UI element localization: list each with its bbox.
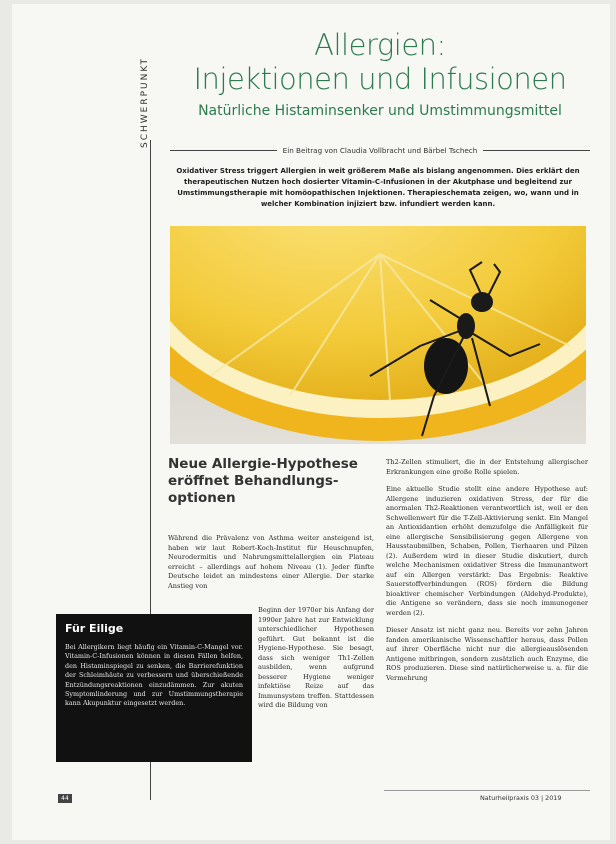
col2-paragraph-1: Th2-Zellen stimuliert, die in der Entstehung allergischer Erkrankungen eine große Rolle spielen. xyxy=(386,458,588,476)
photo-illustration xyxy=(170,226,586,444)
byline-rule-left xyxy=(170,150,277,151)
footer-publication: Naturheilpraxis 03 | 2019 xyxy=(480,794,562,802)
subtitle: Natürliche Histaminsenker und Umstimmungsmittel xyxy=(198,103,562,119)
col2-paragraph-2: Eine aktuelle Studie stellt eine andere Hypothese auf: Allergene induzieren oxidativen Stress, der für die anormalen Th2-Reaktionen verantwortlich ist, weil er den Schwellenwert für die T-Zell-Aktivierung senkt. Ein Mangel an Antioxidantien erhöht demzufolge die Anfälligkeit für eine allergische Sensibilisierung gegen Allergene von Hausstaubmilben, Schaben, Pollen, Tierhaaren und Pilzen (2). Außerdem wird in dieser Studie diskutiert, durch welche Mechanismen oxidativer Stress die Immunantwort auf ein Allergen verstärkt: Das Ergebnis: Reaktive Sauerstoffverbindungen (ROS) fördern die Bildung bioaktiver chemischer Verbindungen (Aldehyd-Produkte), die Antigene so verändern, dass sie noch immunogener werden (2). xyxy=(386,485,588,617)
lead-paragraph: Oxidativer Stress triggert Allergien in weit größerem Maße als bislang angenommen. Dies erklärt den therapeutischen Nutzen hoch dosierter Vitamin-C-Infusionen in der Akutphase und begleitend zur Umstimmungstherapie mit homöopathischen Injektionen. Therapieschemata zeigen, wo, wann und in welcher Kombination injiziert bzw. infundiert werden kann. xyxy=(176,167,580,208)
lemon-ant-photo xyxy=(170,226,586,444)
byline xyxy=(170,143,590,157)
body-column-1-bottom: Beginn der 1970er bis Anfang der 1990er Jahre hat zur Entwicklung unterschiedlicher Hypothesen geführt. Gut bekannt ist die Hygiene-Hypothese. Sie besagt, dass sich weniger Th1-Zellen ausbilden, wenn aufgrund besserer Hygiene weniger infektiöse Reize auf das Immunsystem treffen. Stattdessen wird die Bildung von xyxy=(258,606,374,709)
summary-box xyxy=(56,614,252,762)
byline-text: Ein Beitrag von Claudia Vollbracht und Bärbel Tschech xyxy=(282,145,478,155)
page-number: 44 xyxy=(58,794,72,803)
footer-rule xyxy=(384,790,590,791)
section-heading: Neue Allergie-Hypothese eröffnet Behandlungs-optionen xyxy=(168,456,358,506)
summary-box-text: Bei Allergikern liegt häufig ein Vitamin-C-Mangel vor. Vitamin-C-Infusionen können in diesen Fällen helfen, den Histaminspiegel zu senken, die Barrierefunktion der Schleimhäute zu verbessern und überschießende Entzündungsreaktionen einzudämmen. Zur akuten Symptomlinderung und zur Umstimmungstherapie kann Akupunktur eingesetzt werden. xyxy=(65,643,243,708)
title-line-1: Allergien: xyxy=(314,28,446,62)
summary-box-title: Für Eilige xyxy=(65,622,124,635)
section-tag-label: SCHWERPUNKT xyxy=(140,56,150,148)
col2-paragraph-3: Dieser Ansatz ist nicht ganz neu. Bereits vor zehn Jahren fanden amerikanische Wissenschaftler heraus, dass Pollen auf ihrer Oberfläche nicht nur die allergieauslösenden Antigene mitbringen, sondern zusätzlich auch Enzyme, die ROS produzieren. Diese sind natürlicherweise u. a. für die Vermehrung xyxy=(386,626,588,682)
body-column-1-top: Während die Prävalenz von Asthma weiter ansteigend ist, haben wir laut Robert-Koch-Institut für Heuschnupfen, Neurodermitis und Nahrungsmittelallergien ein Plateau erreicht – allerdings auf hohem Niveau (1). Jeder fünfte Deutsche leidet an mindestens einer Allergie. Der starke Anstieg von xyxy=(168,534,374,590)
byline-rule-right xyxy=(483,150,590,151)
body-column-2 xyxy=(386,458,588,691)
section-tag xyxy=(128,20,168,150)
title-line-2: Injektionen und Infusionen xyxy=(193,62,567,96)
